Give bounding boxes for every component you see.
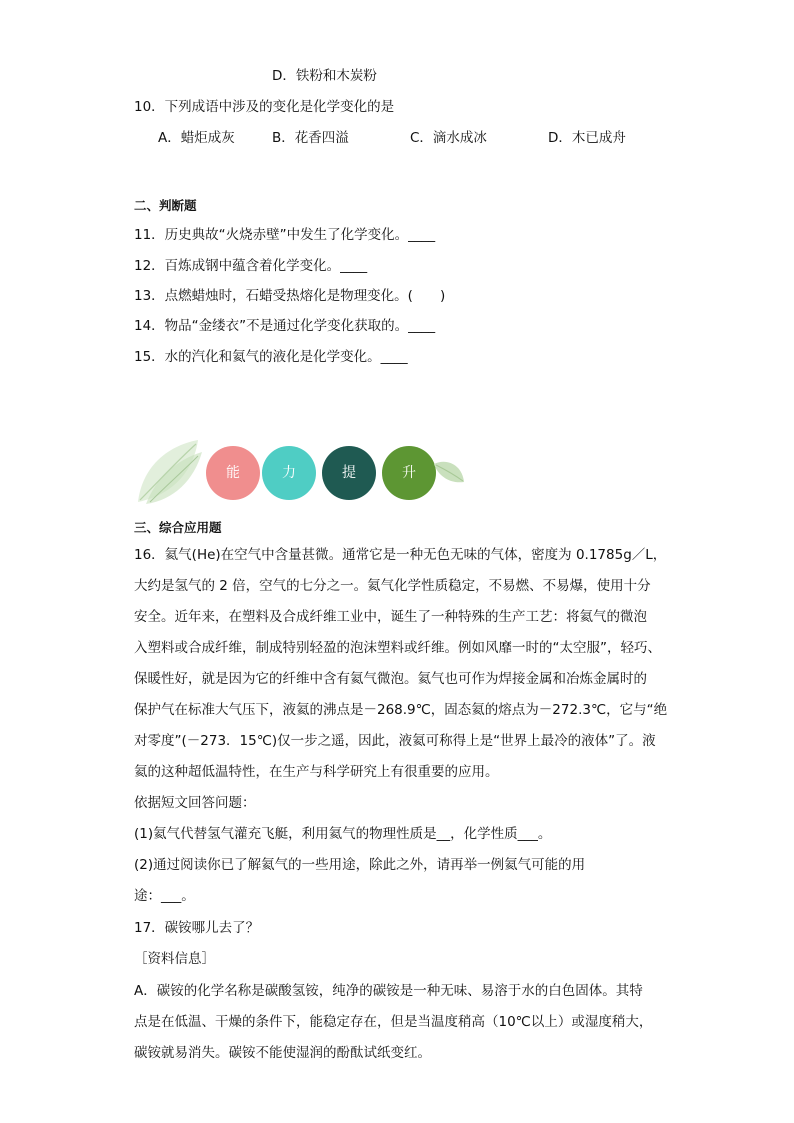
q10-option-a: A．蜡炬成灰 [158,130,235,146]
q16-line-7: 对零度”(－273．15℃)仅一步之遥，因此，液氦可称得上是“世界上最冷的液体”了。液 [134,733,656,749]
banner-char-ti: 提 [322,446,376,500]
q12: 12．百炼成钢中蕴含着化学变化。____ [134,258,368,274]
q13: 13．点燃蜡烛时，石蜡受热熔化是物理变化。( ) [134,288,446,304]
q14: 14．物品“金缕衣”不是通过化学变化获取的。____ [134,318,436,334]
q10-stem: 10．下列成语中涉及的变化是化学变化的是 [134,99,395,115]
q15: 15．水的汽化和氦气的液化是化学变化。____ [134,349,408,365]
q16-line-1: 16．氦气(He)在空气中含量甚微。通常它是一种无色无味的气体，密度为 0.1785g／L， [134,547,667,563]
banner-char-neng: 能 [206,446,260,500]
q11: 11．历史典故“火烧赤壁”中发生了化学变化。____ [134,227,436,243]
banner-char-li: 力 [262,446,316,500]
q9-option-d: D．铁粉和木炭粉 [272,68,377,84]
section3-heading: 三、综合应用题 [134,520,222,535]
q16-line-3: 安全。近年来，在塑料及合成纤维工业中，诞生了一种特殊的生产工艺：将氦气的微泡 [134,609,647,625]
q17-info-text [134,976,674,1069]
q16-line-2: 大约是氢气的 2 倍，空气的七分之一。氦气化学性质稳定，不易燃、不易爆，使用十分 [134,578,651,594]
q10-option-d: D．木已成舟 [548,130,626,146]
q16-sub-question-1: (1)氦气代替氢气灌充飞艇，利用氦气的物理性质是__，化学性质___。 [134,826,552,842]
q16-sub-question-2: (2)通过阅读你已了解氦气的一些用途，除此之外，请再举一例氦气可能的用 [134,857,586,873]
section2-heading: 二、判断题 [134,198,197,213]
ability-banner [136,438,476,506]
q16-sub-question-2-cont: 途：___。 [134,888,195,904]
q10-option-b: B．花香四溢 [272,130,349,146]
leaf-decoration-icon [136,438,206,504]
banner-char-sheng: 升 [382,446,436,500]
q17-info-line-3: 碳铵就易消失。碳铵不能使湿润的酚酞试纸变红。 [134,1045,431,1061]
q16-line-4: 入塑料或合成纤维，制成特别轻盈的泡沫塑料或纤维。例如风靡一时的“太空服”，轻巧、 [134,640,661,656]
q16-line-6: 保护气在标准大气压下，液氦的沸点是－268.9℃，固态氦的熔点为－272.3℃，它与“绝 [134,702,668,718]
q16-prompt: 依据短文回答问题： [134,795,256,811]
q16-passage [134,540,674,912]
q16-line-5: 保暖性好，就是因为它的纤维中含有氦气微泡。氦气也可作为焊接金属和冶炼金属时的 [134,671,647,687]
q17-info-line-2: 点是在低温、干燥的条件下，能稳定存在，但是当温度稍高（10℃以上）或湿度稍大， [134,1014,653,1030]
q10-option-c: C．滴水成冰 [410,130,487,146]
q17-stem: 17．碳铵哪儿去了？ [134,920,260,936]
small-leaf-icon [432,458,466,486]
q17-info-label: ［资料信息］ [134,951,215,967]
q16-line-8: 氦的这种超低温特性，在生产与科学研究上有很重要的应用。 [134,764,499,780]
q17-info-line-1: A．碳铵的化学名称是碳酸氢铵，纯净的碳铵是一种无味、易溶于水的白色固体。其特 [134,983,643,999]
